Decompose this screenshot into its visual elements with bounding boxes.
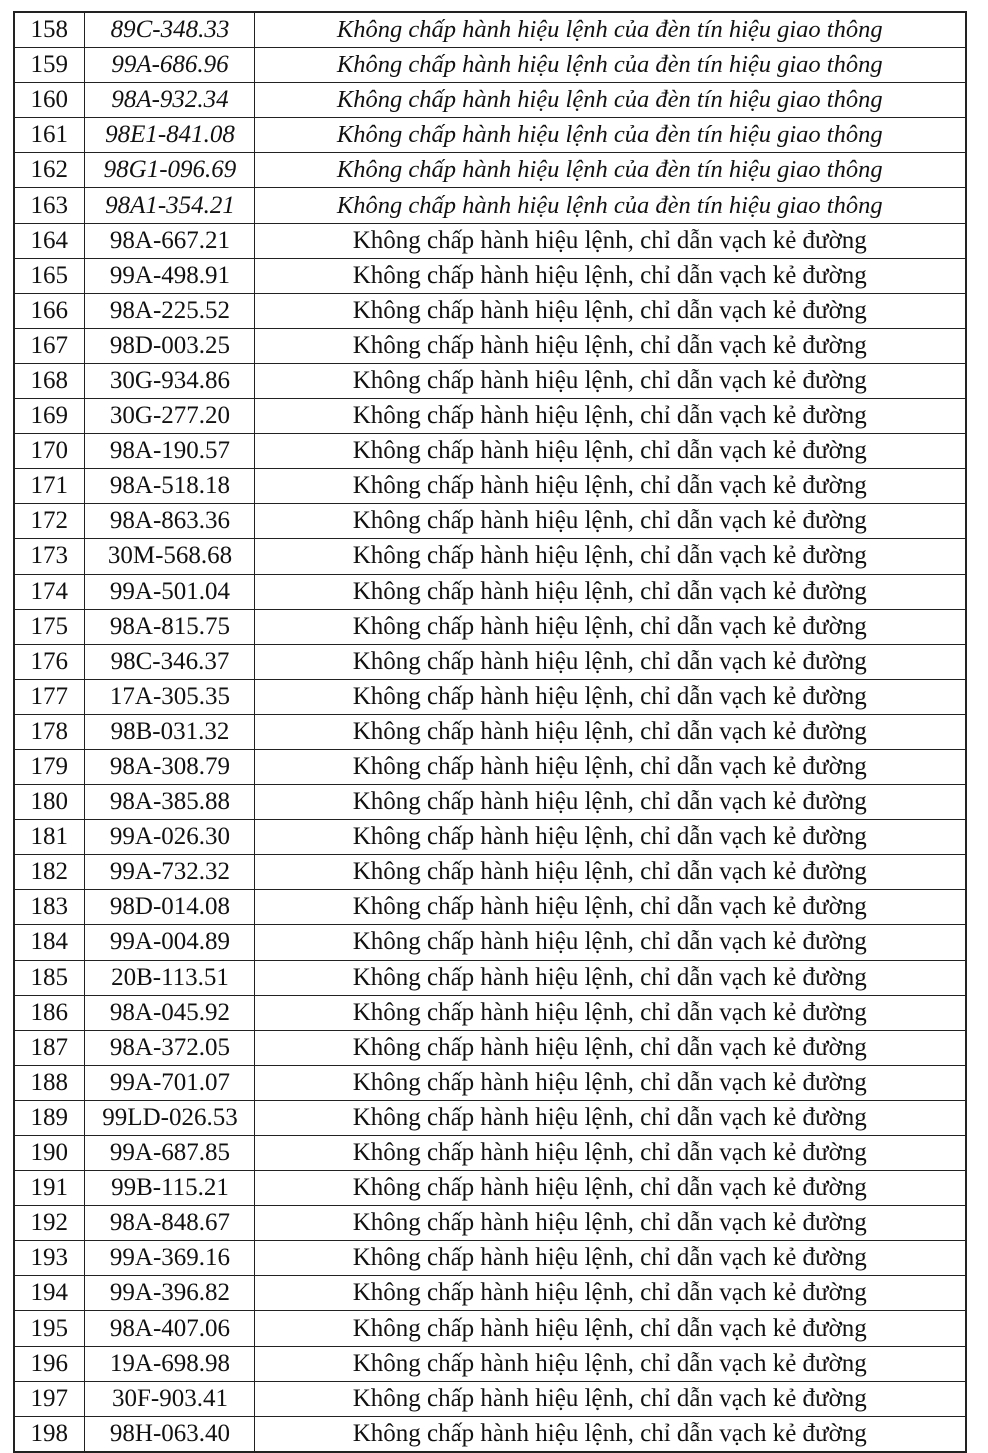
row-number-cell: 198 (14, 1416, 84, 1452)
license-plate-cell: 98E1-841.08 (84, 118, 254, 153)
license-plate-cell: 30G-934.86 (84, 363, 254, 398)
table-row (14, 1100, 966, 1135)
row-number-cell: 176 (14, 644, 84, 679)
row-number-cell: 192 (14, 1206, 84, 1241)
license-plate-cell: 98D-014.08 (84, 890, 254, 925)
table-row (14, 328, 966, 363)
table-row (14, 609, 966, 644)
license-plate-cell: 98A-848.67 (84, 1206, 254, 1241)
table-row (14, 434, 966, 469)
violation-description-cell: Không chấp hành hiệu lệnh, chỉ dẫn vạch kẻ đường (254, 1416, 966, 1452)
license-plate-cell: 99A-687.85 (84, 1136, 254, 1171)
table-row (14, 363, 966, 398)
license-plate-cell: 99A-026.30 (84, 820, 254, 855)
row-number-cell: 184 (14, 925, 84, 960)
license-plate-cell: 98A-518.18 (84, 469, 254, 504)
violation-description-cell: Không chấp hành hiệu lệnh, chỉ dẫn vạch kẻ đường (254, 363, 966, 398)
table-row (14, 1241, 966, 1276)
violation-description-cell: Không chấp hành hiệu lệnh, chỉ dẫn vạch kẻ đường (254, 644, 966, 679)
violation-description-cell: Không chấp hành hiệu lệnh, chỉ dẫn vạch kẻ đường (254, 469, 966, 504)
row-number-cell: 193 (14, 1241, 84, 1276)
license-plate-cell: 98A1-354.21 (84, 188, 254, 223)
license-plate-cell: 98A-190.57 (84, 434, 254, 469)
table-row (14, 855, 966, 890)
license-plate-cell: 30F-903.41 (84, 1381, 254, 1416)
violation-description-cell: Không chấp hành hiệu lệnh, chỉ dẫn vạch kẻ đường (254, 960, 966, 995)
row-number-cell: 165 (14, 258, 84, 293)
row-number-cell: 179 (14, 749, 84, 784)
violation-description-cell: Không chấp hành hiệu lệnh, chỉ dẫn vạch kẻ đường (254, 1311, 966, 1346)
license-plate-cell: 20B-113.51 (84, 960, 254, 995)
license-plate-cell: 99A-501.04 (84, 574, 254, 609)
violation-description-cell: Không chấp hành hiệu lệnh, chỉ dẫn vạch kẻ đường (254, 714, 966, 749)
violation-description-cell: Không chấp hành hiệu lệnh của đèn tín hiệu giao thông (254, 188, 966, 223)
row-number-cell: 191 (14, 1171, 84, 1206)
violation-description-cell: Không chấp hành hiệu lệnh, chỉ dẫn vạch kẻ đường (254, 855, 966, 890)
license-plate-cell: 98A-932.34 (84, 83, 254, 118)
table-row (14, 539, 966, 574)
violation-description-cell: Không chấp hành hiệu lệnh, chỉ dẫn vạch kẻ đường (254, 1241, 966, 1276)
violation-description-cell: Không chấp hành hiệu lệnh, chỉ dẫn vạch kẻ đường (254, 1381, 966, 1416)
row-number-cell: 162 (14, 153, 84, 188)
row-number-cell: 189 (14, 1100, 84, 1135)
row-number-cell: 187 (14, 1030, 84, 1065)
violation-description-cell: Không chấp hành hiệu lệnh, chỉ dẫn vạch kẻ đường (254, 293, 966, 328)
violations-table-body (14, 12, 966, 1452)
row-number-cell: 194 (14, 1276, 84, 1311)
violation-description-cell: Không chấp hành hiệu lệnh, chỉ dẫn vạch kẻ đường (254, 1030, 966, 1065)
license-plate-cell: 98A-863.36 (84, 504, 254, 539)
violation-description-cell: Không chấp hành hiệu lệnh của đèn tín hiệu giao thông (254, 12, 966, 48)
row-number-cell: 171 (14, 469, 84, 504)
license-plate-cell: 99A-498.91 (84, 258, 254, 293)
row-number-cell: 182 (14, 855, 84, 890)
table-row (14, 1171, 966, 1206)
table-row (14, 1416, 966, 1452)
license-plate-cell: 98C-346.37 (84, 644, 254, 679)
row-number-cell: 161 (14, 118, 84, 153)
violation-description-cell: Không chấp hành hiệu lệnh, chỉ dẫn vạch kẻ đường (254, 785, 966, 820)
row-number-cell: 164 (14, 223, 84, 258)
violation-description-cell: Không chấp hành hiệu lệnh, chỉ dẫn vạch kẻ đường (254, 820, 966, 855)
row-number-cell: 180 (14, 785, 84, 820)
table-row (14, 644, 966, 679)
violation-description-cell: Không chấp hành hiệu lệnh, chỉ dẫn vạch kẻ đường (254, 995, 966, 1030)
license-plate-cell: 98A-045.92 (84, 995, 254, 1030)
violation-description-cell: Không chấp hành hiệu lệnh, chỉ dẫn vạch kẻ đường (254, 749, 966, 784)
license-plate-cell: 98A-372.05 (84, 1030, 254, 1065)
violation-description-cell: Không chấp hành hiệu lệnh, chỉ dẫn vạch kẻ đường (254, 258, 966, 293)
license-plate-cell: 99LD-026.53 (84, 1100, 254, 1135)
violation-description-cell: Không chấp hành hiệu lệnh, chỉ dẫn vạch kẻ đường (254, 1346, 966, 1381)
license-plate-cell: 89C-348.33 (84, 12, 254, 48)
license-plate-cell: 17A-305.35 (84, 679, 254, 714)
license-plate-cell: 98A-407.06 (84, 1311, 254, 1346)
table-row (14, 1065, 966, 1100)
row-number-cell: 170 (14, 434, 84, 469)
violation-description-cell: Không chấp hành hiệu lệnh, chỉ dẫn vạch kẻ đường (254, 504, 966, 539)
license-plate-cell: 99A-732.32 (84, 855, 254, 890)
table-row (14, 714, 966, 749)
table-row (14, 820, 966, 855)
table-row (14, 1276, 966, 1311)
table-row (14, 12, 966, 48)
table-row (14, 223, 966, 258)
row-number-cell: 173 (14, 539, 84, 574)
row-number-cell: 159 (14, 48, 84, 83)
table-row (14, 83, 966, 118)
license-plate-cell: 99A-686.96 (84, 48, 254, 83)
table-row (14, 1206, 966, 1241)
row-number-cell: 169 (14, 399, 84, 434)
license-plate-cell: 98A-815.75 (84, 609, 254, 644)
violation-description-cell: Không chấp hành hiệu lệnh, chỉ dẫn vạch kẻ đường (254, 399, 966, 434)
violations-table (13, 11, 967, 1453)
violation-description-cell: Không chấp hành hiệu lệnh, chỉ dẫn vạch kẻ đường (254, 223, 966, 258)
table-row (14, 1030, 966, 1065)
violation-description-cell: Không chấp hành hiệu lệnh, chỉ dẫn vạch kẻ đường (254, 434, 966, 469)
table-row (14, 1346, 966, 1381)
row-number-cell: 190 (14, 1136, 84, 1171)
row-number-cell: 175 (14, 609, 84, 644)
violation-description-cell: Không chấp hành hiệu lệnh, chỉ dẫn vạch kẻ đường (254, 1100, 966, 1135)
table-row (14, 890, 966, 925)
table-row (14, 469, 966, 504)
violation-description-cell: Không chấp hành hiệu lệnh, chỉ dẫn vạch kẻ đường (254, 1206, 966, 1241)
violation-description-cell: Không chấp hành hiệu lệnh của đèn tín hiệu giao thông (254, 118, 966, 153)
row-number-cell: 186 (14, 995, 84, 1030)
license-plate-cell: 98B-031.32 (84, 714, 254, 749)
violation-description-cell: Không chấp hành hiệu lệnh của đèn tín hiệu giao thông (254, 153, 966, 188)
license-plate-cell: 99A-004.89 (84, 925, 254, 960)
license-plate-cell: 98G1-096.69 (84, 153, 254, 188)
row-number-cell: 174 (14, 574, 84, 609)
row-number-cell: 158 (14, 12, 84, 48)
row-number-cell: 196 (14, 1346, 84, 1381)
license-plate-cell: 98A-225.52 (84, 293, 254, 328)
table-row (14, 749, 966, 784)
license-plate-cell: 98H-063.40 (84, 1416, 254, 1452)
table-row (14, 960, 966, 995)
row-number-cell: 181 (14, 820, 84, 855)
row-number-cell: 197 (14, 1381, 84, 1416)
violation-description-cell: Không chấp hành hiệu lệnh, chỉ dẫn vạch kẻ đường (254, 890, 966, 925)
violation-description-cell: Không chấp hành hiệu lệnh, chỉ dẫn vạch kẻ đường (254, 328, 966, 363)
table-row (14, 153, 966, 188)
row-number-cell: 195 (14, 1311, 84, 1346)
license-plate-cell: 98D-003.25 (84, 328, 254, 363)
license-plate-cell: 99A-396.82 (84, 1276, 254, 1311)
table-row (14, 258, 966, 293)
license-plate-cell: 30M-568.68 (84, 539, 254, 574)
table-row (14, 118, 966, 153)
table-row (14, 504, 966, 539)
table-row (14, 679, 966, 714)
violation-description-cell: Không chấp hành hiệu lệnh, chỉ dẫn vạch kẻ đường (254, 609, 966, 644)
violation-description-cell: Không chấp hành hiệu lệnh, chỉ dẫn vạch kẻ đường (254, 1065, 966, 1100)
violation-description-cell: Không chấp hành hiệu lệnh, chỉ dẫn vạch kẻ đường (254, 574, 966, 609)
table-row (14, 48, 966, 83)
license-plate-cell: 98A-667.21 (84, 223, 254, 258)
table-row (14, 1136, 966, 1171)
license-plate-cell: 98A-308.79 (84, 749, 254, 784)
violation-description-cell: Không chấp hành hiệu lệnh, chỉ dẫn vạch kẻ đường (254, 925, 966, 960)
row-number-cell: 167 (14, 328, 84, 363)
table-row (14, 399, 966, 434)
violation-description-cell: Không chấp hành hiệu lệnh, chỉ dẫn vạch kẻ đường (254, 679, 966, 714)
row-number-cell: 160 (14, 83, 84, 118)
row-number-cell: 177 (14, 679, 84, 714)
violation-description-cell: Không chấp hành hiệu lệnh, chỉ dẫn vạch kẻ đường (254, 1276, 966, 1311)
row-number-cell: 188 (14, 1065, 84, 1100)
license-plate-cell: 99B-115.21 (84, 1171, 254, 1206)
table-row (14, 293, 966, 328)
row-number-cell: 172 (14, 504, 84, 539)
row-number-cell: 166 (14, 293, 84, 328)
violation-description-cell: Không chấp hành hiệu lệnh, chỉ dẫn vạch kẻ đường (254, 1171, 966, 1206)
table-row (14, 785, 966, 820)
table-row (14, 1311, 966, 1346)
license-plate-cell: 98A-385.88 (84, 785, 254, 820)
row-number-cell: 183 (14, 890, 84, 925)
violation-description-cell: Không chấp hành hiệu lệnh của đèn tín hiệu giao thông (254, 48, 966, 83)
table-row (14, 1381, 966, 1416)
license-plate-cell: 19A-698.98 (84, 1346, 254, 1381)
license-plate-cell: 99A-369.16 (84, 1241, 254, 1276)
violation-description-cell: Không chấp hành hiệu lệnh, chỉ dẫn vạch kẻ đường (254, 539, 966, 574)
license-plate-cell: 99A-701.07 (84, 1065, 254, 1100)
row-number-cell: 185 (14, 960, 84, 995)
table-row (14, 995, 966, 1030)
table-row (14, 574, 966, 609)
violation-description-cell: Không chấp hành hiệu lệnh của đèn tín hiệu giao thông (254, 83, 966, 118)
license-plate-cell: 30G-277.20 (84, 399, 254, 434)
row-number-cell: 178 (14, 714, 84, 749)
violation-description-cell: Không chấp hành hiệu lệnh, chỉ dẫn vạch kẻ đường (254, 1136, 966, 1171)
row-number-cell: 168 (14, 363, 84, 398)
table-row (14, 188, 966, 223)
table-row (14, 925, 966, 960)
row-number-cell: 163 (14, 188, 84, 223)
